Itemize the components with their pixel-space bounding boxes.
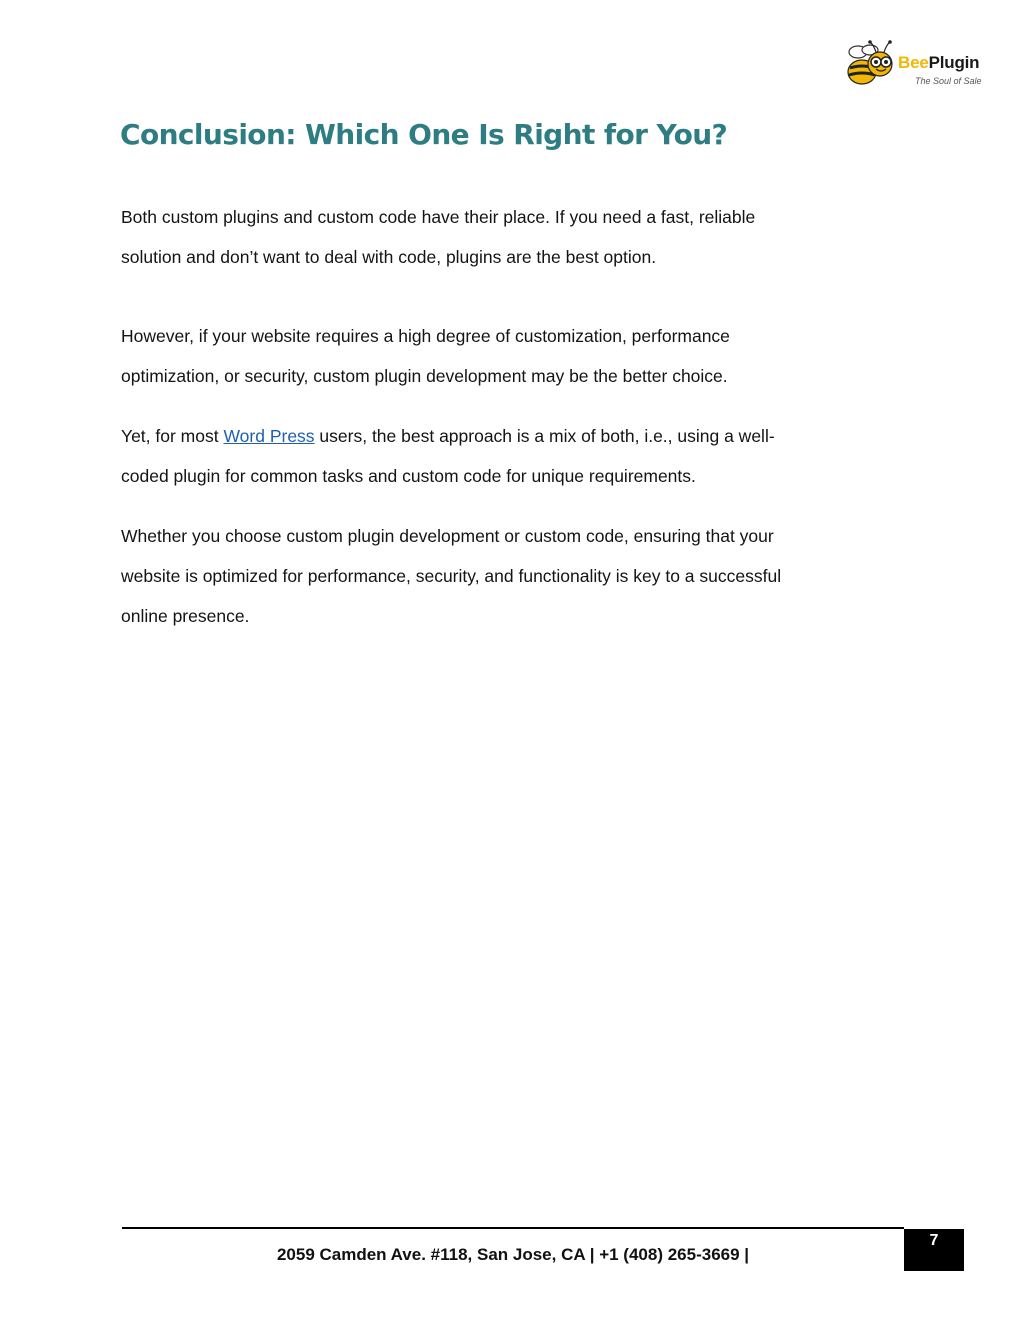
- paragraph-text: Yet, for most: [121, 426, 224, 446]
- paragraph-line: coded plugin for common tasks and custom code for unique requirements.: [121, 466, 696, 486]
- paragraph-whether: [121, 516, 891, 636]
- paragraph-line: website is optimized for performance, security, and functionality is key to a successful: [121, 566, 782, 586]
- footer-divider: [122, 1227, 904, 1229]
- beeplugin-logo: [840, 38, 1000, 90]
- page-title: Conclusion: Which One Is Right for You?: [120, 118, 728, 151]
- paragraph-yet: [121, 416, 891, 496]
- paragraph-line: Whether you choose custom plugin development or custom code, ensuring that your: [121, 526, 774, 546]
- paragraph-line: [121, 416, 891, 456]
- paragraph-text: users, the best approach is a mix of both, i.e., using a well-: [314, 426, 775, 446]
- footer-address: 2059 Camden Ave. #118, San Jose, CA | +1 (408) 265-3669 |: [276, 1245, 750, 1264]
- paragraph-however: [121, 316, 891, 396]
- wordpress-link[interactable]: Word Press: [223, 426, 315, 446]
- bee-mascot-icon: [840, 38, 902, 90]
- paragraph-line: However, if your website requires a high degree of customization, performance: [121, 326, 730, 346]
- paragraph-line: Both custom plugins and custom code have their place. If you need a fast, reliable: [121, 207, 756, 227]
- logo-brand-name: BeePlugin: [898, 53, 980, 72]
- logo-tagline: The Soul of Sale: [915, 76, 982, 86]
- paragraph-line: optimization, or security, custom plugin development may be the better choice.: [121, 366, 728, 386]
- paragraph-line: online presence.: [121, 606, 250, 626]
- page-number: 7: [904, 1229, 964, 1271]
- paragraph-line: solution and don’t want to deal with code, plugins are the best option.: [121, 247, 657, 267]
- paragraph-intro: [121, 197, 891, 277]
